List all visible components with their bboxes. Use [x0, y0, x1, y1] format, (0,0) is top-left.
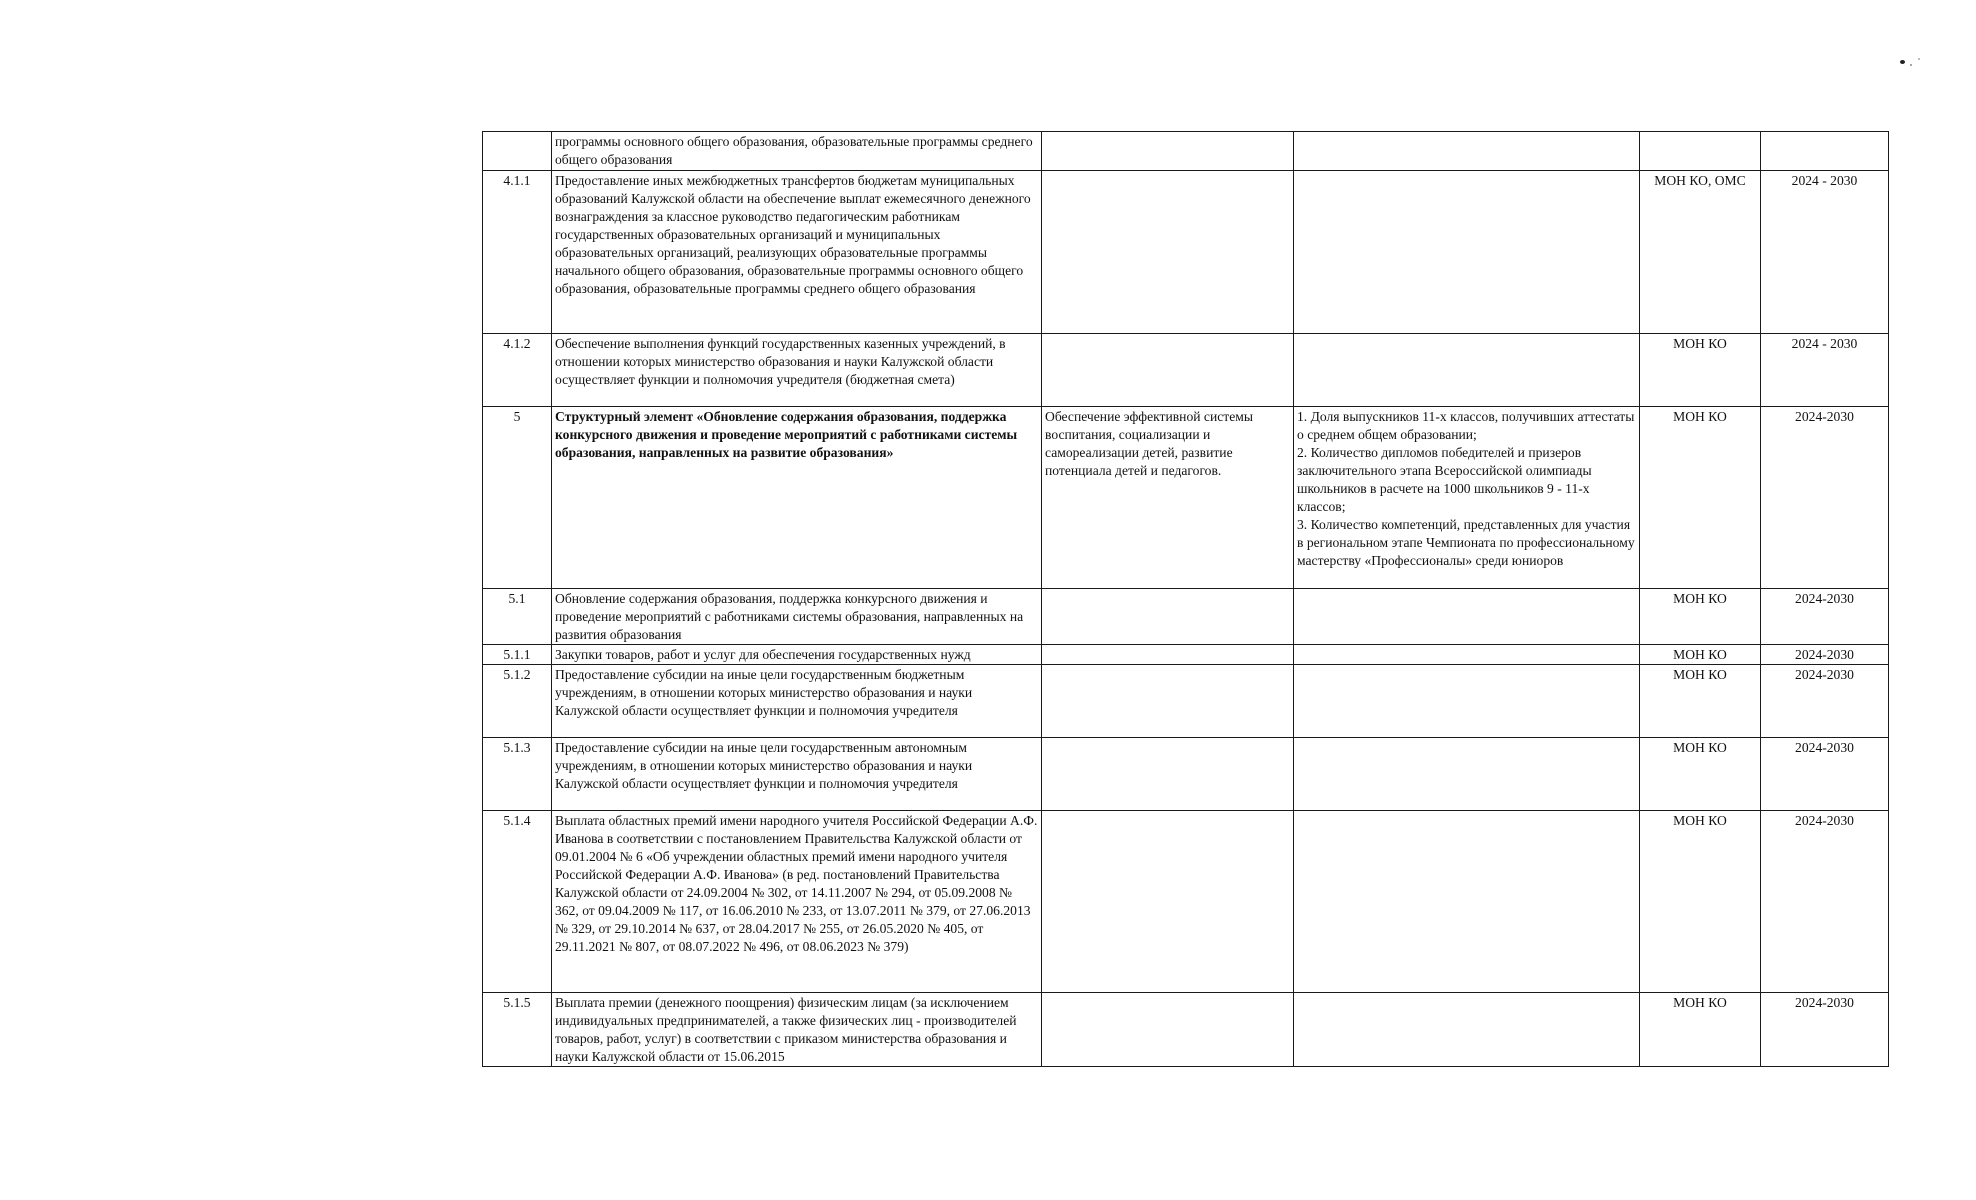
measure-indicators: [1294, 645, 1640, 665]
measure-task: [1042, 171, 1294, 334]
measure-indicators: [1294, 334, 1640, 407]
measure-executor: МОН КО: [1640, 334, 1761, 407]
table-row: [483, 738, 1889, 811]
table-row: [483, 589, 1889, 645]
measure-executor: МОН КО: [1640, 993, 1761, 1067]
row-number: 5.1.4: [483, 811, 552, 993]
measure-executor: МОН КО: [1640, 589, 1761, 645]
row-number: 4.1.2: [483, 334, 552, 407]
measure-name: Выплата премии (денежного поощрения) физическим лицам (за исключением индивидуальных предпринимателей, а также физических лиц - производителей товаров, работ, услуг) в соответствии с приказом министерства образования и науки Калужской области от 15.06.2015: [552, 993, 1042, 1067]
measure-executor: МОН КО, ОМС: [1640, 171, 1761, 334]
row-number: 5.1.2: [483, 665, 552, 738]
measure-indicators: [1294, 132, 1640, 171]
measure-task: [1042, 589, 1294, 645]
row-number: 5.1.5: [483, 993, 552, 1067]
measure-name: Обеспечение выполнения функций государственных казенных учреждений, в отношении которых министерство образования и науки Калужской области осуществляет функции и полномочия учредителя (бюджетная смета): [552, 334, 1042, 407]
measure-period: 2024-2030: [1761, 407, 1889, 589]
table-row: [483, 993, 1889, 1067]
measure-executor: [1640, 132, 1761, 171]
measure-name: Обновление содержания образования, поддержка конкурсного движения и проведение мероприятий с работниками системы образования, направленных на развития образования: [552, 589, 1042, 645]
measure-indicators: [1294, 589, 1640, 645]
row-number: [483, 132, 552, 171]
measure-task: [1042, 738, 1294, 811]
measure-period: 2024-2030: [1761, 645, 1889, 665]
measure-indicators: [1294, 993, 1640, 1067]
measure-name: программы основного общего образования, образовательные программы среднего общего образования: [552, 132, 1042, 171]
structural-element-name: Структурный элемент «Обновление содержания образования, поддержка конкурсного движения и проведение мероприятий с работниками системы образования, направленных на развитие образования»: [552, 407, 1042, 589]
measure-executor: МОН КО: [1640, 811, 1761, 993]
measure-indicators: 1. Доля выпускников 11-х классов, получивших аттестаты о среднем общем образовании; 2. Количество дипломов победителей и призеров заключительного этапа Всероссийской олимпиады школьников в расчете на 1000 школьников 9 - 11-х классов; 3. Количество компетенций, представленных для участия в региональном этапе Чемпионата по профессиональному мастерству «Профессионалы» среди юниоров: [1294, 407, 1640, 589]
row-number: 5.1: [483, 589, 552, 645]
table-row: [483, 171, 1889, 334]
measure-period: [1761, 132, 1889, 171]
table-row: [483, 334, 1889, 407]
measure-period: 2024-2030: [1761, 738, 1889, 811]
row-number: 5.1.1: [483, 645, 552, 665]
measure-name: Выплата областных премий имени народного учителя Российской Федерации А.Ф. Иванова в соответствии с постановлением Правительства Калужской области от 09.01.2004 № 6 «Об учреждении областных премий имени народного учителя Российской Федерации А.Ф. Иванова» (в ред. постановлений Правительства Калужской области от 24.09.2004 № 302, от 14.11.2007 № 294, от 05.09.2008 № 362, от 09.04.2009 № 117, от 16.06.2010 № 233, от 13.07.2011 № 379, от 27.06.2013 № 329, от 29.10.2014 № 637, от 28.04.2017 № 255, от 26.05.2020 № 405, от 29.11.2021 № 807, от 08.07.2022 № 496, от 08.06.2023 № 379): [552, 811, 1042, 993]
measure-name: Предоставление субсидии на иные цели государственным бюджетным учреждениям, в отношении которых министерство образования и науки Калужской области осуществляет функции и полномочия учредителя: [552, 665, 1042, 738]
measure-executor: МОН КО: [1640, 665, 1761, 738]
measure-indicators: [1294, 811, 1640, 993]
measure-name: Закупки товаров, работ и услуг для обеспечения государственных нужд: [552, 645, 1042, 665]
table-row: [483, 132, 1889, 171]
measure-task: [1042, 811, 1294, 993]
measure-period: 2024 - 2030: [1761, 334, 1889, 407]
measure-indicators: [1294, 171, 1640, 334]
measure-task: [1042, 645, 1294, 665]
table-row: [483, 811, 1889, 993]
measure-executor: МОН КО: [1640, 407, 1761, 589]
measure-period: 2024-2030: [1761, 589, 1889, 645]
scan-dot: [1910, 64, 1912, 66]
measure-indicators: [1294, 665, 1640, 738]
row-number: 4.1.1: [483, 171, 552, 334]
measure-executor: МОН КО: [1640, 645, 1761, 665]
measure-name: Предоставление субсидии на иные цели государственным автономным учреждениям, в отношении которых министерство образования и науки Калужской области осуществляет функции и полномочия учредителя: [552, 738, 1042, 811]
measure-task: [1042, 993, 1294, 1067]
table-row: [483, 407, 1889, 589]
measure-task: Обеспечение эффективной системы воспитания, социализации и самореализации детей, развитие потенциала детей и педагогов.: [1042, 407, 1294, 589]
measure-period: 2024-2030: [1761, 993, 1889, 1067]
measure-task: [1042, 132, 1294, 171]
table-row: [483, 665, 1889, 738]
program-measures-table: [482, 131, 1889, 1067]
measure-period: 2024 - 2030: [1761, 171, 1889, 334]
measure-indicators: [1294, 738, 1640, 811]
scan-dot: [1918, 58, 1920, 60]
measure-name: Предоставление иных межбюджетных трансфертов бюджетам муниципальных образований Калужской области на обеспечение выплат ежемесячного денежного вознаграждения за классное руководство педагогическим работникам государственных образовательных организаций и муниципальных образовательных организаций, реализующих образовательные программы начального общего образования, образовательные программы основного общего образования, образовательные программы среднего общего образования: [552, 171, 1042, 334]
measure-task: [1042, 334, 1294, 407]
scan-dot: [1900, 60, 1905, 64]
row-number: 5: [483, 407, 552, 589]
row-number: 5.1.3: [483, 738, 552, 811]
measure-executor: МОН КО: [1640, 738, 1761, 811]
measure-task: [1042, 665, 1294, 738]
measure-period: 2024-2030: [1761, 665, 1889, 738]
table-row: [483, 645, 1889, 665]
scan-artifact: [1866, 30, 1926, 90]
measure-period: 2024-2030: [1761, 811, 1889, 993]
